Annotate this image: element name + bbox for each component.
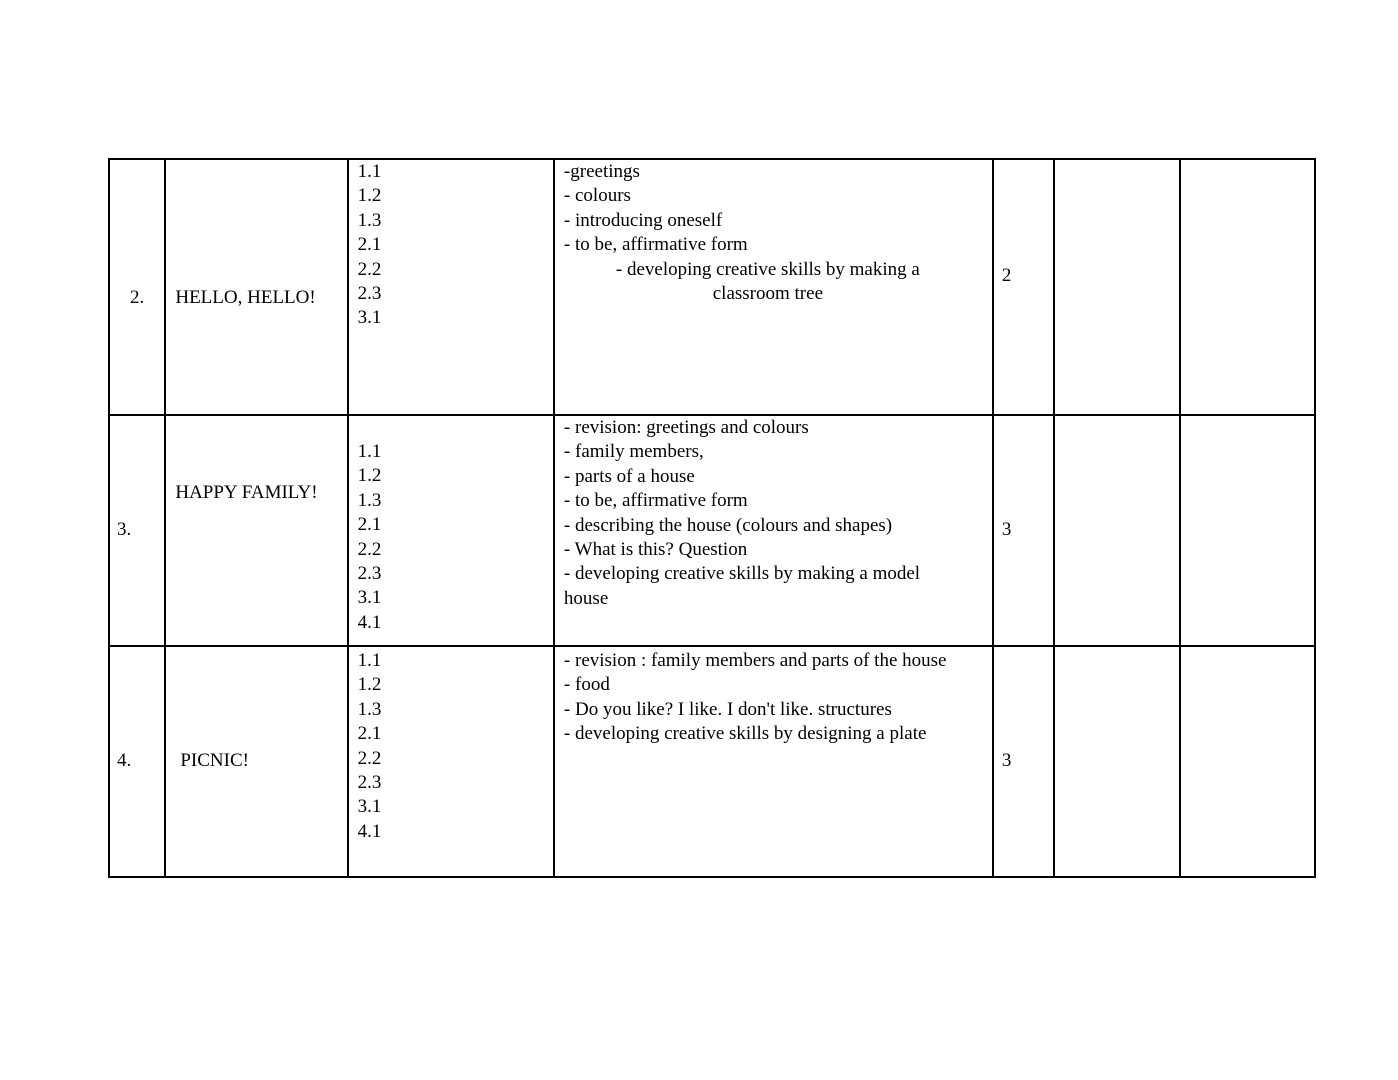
competence-item: 1.3 [357, 489, 382, 511]
competence-item: 2.3 [357, 563, 382, 585]
competence-item: 1.3 [357, 698, 382, 720]
unit-number: 3. [109, 415, 165, 646]
competence-item: 4.1 [357, 611, 382, 633]
competence-item: 1.1 [357, 161, 382, 182]
competence-item: 2.2 [357, 747, 382, 769]
empty-cell [1054, 415, 1180, 646]
competence-item: 2.1 [357, 723, 382, 745]
competence-item: 3.1 [357, 307, 382, 329]
content-item: - What is this? Question [563, 539, 748, 561]
hours-cell: 2 [993, 159, 1054, 415]
content-item: - family members, [563, 441, 704, 463]
competence-item: 2.2 [357, 258, 382, 280]
competence-item: 1.2 [357, 674, 382, 696]
competence-item: 1.3 [357, 209, 382, 231]
content-item: - to be, affirmative form [563, 234, 748, 256]
hours-cell: 3 [993, 415, 1054, 646]
unit-number: 2. [109, 159, 165, 415]
competence-item: 2.2 [357, 538, 382, 560]
content-item: - food [563, 674, 610, 696]
unit-title: HELLO, HELLO! [165, 159, 347, 415]
competence-item: 1.2 [357, 465, 382, 487]
content-item: - Do you like? I like. I don't like. structures [563, 698, 892, 720]
empty-cell [1180, 415, 1315, 646]
competence-item: 3.1 [357, 587, 382, 609]
content-item: - to be, affirmative form [563, 490, 748, 512]
content-item: - colours [563, 185, 631, 207]
competence-item: 1.1 [357, 650, 382, 671]
content-item: - developing creative skills by designing a plate [563, 723, 927, 745]
content-item: house [563, 587, 609, 609]
competences-cell [348, 415, 554, 646]
competence-item: 2.3 [357, 772, 382, 794]
content-item: - developing creative skills by making a model [563, 563, 921, 585]
unit-title: HAPPY FAMILY! [165, 415, 347, 646]
competence-item: 1.2 [357, 185, 382, 207]
table-row [109, 646, 1315, 877]
content-cell [554, 159, 993, 415]
competences-cell [348, 159, 554, 415]
competence-item: 2.3 [357, 283, 382, 305]
content-item: - introducing oneself [563, 209, 723, 231]
competence-item: 3.1 [357, 796, 382, 818]
hours-cell: 3 [993, 646, 1054, 877]
content-item: - parts of a house [563, 465, 695, 487]
competence-item: 1.1 [357, 441, 382, 462]
table-row [109, 415, 1315, 646]
competences-cell [348, 646, 554, 877]
curriculum-table [108, 158, 1316, 878]
content-item: - describing the house (colours and shapes) [563, 514, 893, 536]
competence-item: 2.1 [357, 234, 382, 256]
table-row [109, 159, 1315, 415]
content-item: - revision : family members and parts of the house [563, 650, 947, 671]
unit-title: PICNIC! [165, 646, 347, 877]
competence-item: 4.1 [357, 820, 382, 842]
content-item: - revision: greetings and colours [563, 417, 809, 438]
empty-cell [1054, 646, 1180, 877]
content-item: -greetings [563, 161, 640, 182]
empty-cell [1180, 159, 1315, 415]
unit-number: 4. [109, 646, 165, 877]
content-cell [554, 415, 993, 646]
empty-cell [1180, 646, 1315, 877]
empty-cell [1054, 159, 1180, 415]
content-item: - developing creative skills by making a classroom tree [615, 258, 920, 305]
competence-item: 2.1 [357, 514, 382, 536]
content-cell [554, 646, 993, 877]
